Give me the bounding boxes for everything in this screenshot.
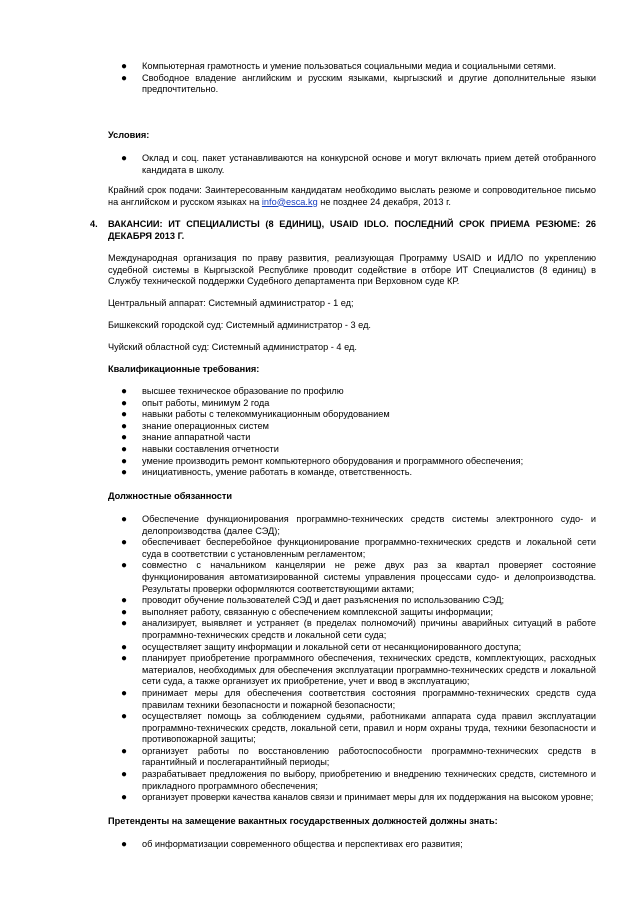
list-item bbox=[108, 73, 596, 96]
bullet-icon: ● bbox=[121, 397, 128, 409]
bullet-icon: ● bbox=[121, 61, 128, 72]
list-item bbox=[108, 653, 596, 688]
qualifications-list bbox=[108, 386, 596, 479]
list-item-text: Оклад и соц. пакет устанавливаются на конкурсной основе и могут включать прием детей отобранного кандидата в школу. bbox=[142, 153, 596, 175]
knowledge-heading: Претенденты на замещение вакантных государственных должностей должны знать: bbox=[108, 816, 498, 826]
list-item bbox=[108, 514, 596, 537]
qualifications-heading: Квалификационные требования: bbox=[108, 364, 260, 374]
list-item bbox=[108, 537, 596, 560]
section-title: ВАКАНСИИ: ИТ СПЕЦИАЛИСТЫ (8 ЕДИНИЦ), USAID IDLO. ПОСЛЕДНИЙ СРОК ПРИЕМА РЕЗЮМЕ: 26 ДЕКАБРЯ 2013 Г. bbox=[108, 219, 596, 241]
bullet-icon: ● bbox=[121, 641, 128, 653]
bullet-icon: ● bbox=[121, 409, 128, 421]
list-item-text: Обеспечение функционирования программно-технических средств системы электронного судо- и делопроизводства (далее СЭД); bbox=[142, 514, 596, 536]
list-item bbox=[108, 61, 596, 73]
bullet-icon: ● bbox=[121, 514, 128, 525]
list-item bbox=[108, 769, 596, 792]
bullet-icon: ● bbox=[121, 455, 128, 467]
deadline-date-text: не позднее 24 декабря, 2013 г. bbox=[317, 196, 451, 207]
list-item bbox=[108, 467, 596, 479]
list-item-text: Компьютерная грамотность и умение пользоваться социальными медиа и социальными сетями. bbox=[142, 61, 557, 71]
list-item-text: умение производить ремонт компьютерного оборудования и программного обеспечения; bbox=[142, 455, 524, 466]
email-link[interactable]: info@esca.kg bbox=[261, 196, 318, 207]
bullet-icon: ● bbox=[121, 792, 128, 804]
list-item-text: навыки работы с телекоммуникационным оборудованием bbox=[142, 409, 390, 420]
list-item-text: организует работы по восстановлению работоспособности программно-технических средств в гарантийный и послегарантийный периоды; bbox=[142, 745, 596, 768]
list-item bbox=[108, 607, 596, 619]
list-item bbox=[108, 444, 596, 456]
duties-heading: Должностные обязанности bbox=[108, 491, 233, 501]
conditions-list bbox=[108, 153, 596, 176]
bullet-icon: ● bbox=[121, 653, 128, 665]
list-item-text: проводит обучение пользователей СЭД и дает разъяснения по использованию СЭД; bbox=[142, 595, 505, 606]
bullet-icon: ● bbox=[121, 467, 128, 479]
bullet-icon: ● bbox=[121, 537, 128, 549]
duties-list bbox=[108, 514, 596, 804]
list-item bbox=[108, 688, 596, 711]
bullet-icon: ● bbox=[121, 606, 128, 618]
list-item-text: опыт работы, минимум 2 года bbox=[142, 397, 270, 408]
bullet-icon: ● bbox=[121, 839, 128, 850]
list-item-text: выполняет работу, связанную с обеспечением комплексной защиты информации; bbox=[142, 606, 494, 617]
bullet-icon: ● bbox=[121, 560, 128, 572]
list-item bbox=[108, 595, 596, 607]
list-item bbox=[108, 386, 596, 398]
list-item bbox=[108, 711, 596, 746]
knowledge-list bbox=[108, 839, 596, 851]
list-item-text: знание операционных систем bbox=[142, 420, 269, 431]
list-item-text: высшее техническое образование по профилю bbox=[142, 386, 344, 396]
bullet-icon: ● bbox=[121, 420, 128, 432]
list-item-text: совместно с начальником канцелярии не реже двух раз за квартал проверяет состояние функционирования автоматизированной системы управления процессами судо- и делопроизводства. Результаты проверки оформляются соответствующими актами; bbox=[142, 560, 596, 594]
list-item bbox=[108, 560, 596, 595]
bullet-icon: ● bbox=[121, 72, 128, 84]
section-intro: Международная организация по праву развития, реализующая Программу USAID и ИДЛО по укреплению судебной системы в Кыргызской Республике проводит содействие в отборе ИТ Специалистов (8 единиц) в Службу технической поддержки Судебного департамента при Верховном суде КР. bbox=[108, 253, 596, 287]
bullet-icon: ● bbox=[121, 711, 128, 723]
list-item bbox=[108, 642, 596, 654]
post-central: Центральный аппарат: Системный администратор - 1 ед; bbox=[108, 298, 354, 308]
bullet-icon: ● bbox=[121, 745, 128, 757]
bullet-icon: ● bbox=[121, 386, 128, 397]
bullet-icon: ● bbox=[121, 443, 128, 455]
list-item-text: разрабатывает предложения по выбору, приобретению и внедрению технических средств, системного и прикладного программного обеспечения; bbox=[142, 769, 596, 791]
list-item bbox=[108, 456, 596, 468]
deadline-paragraph bbox=[108, 185, 596, 208]
list-item-text: знание аппаратной части bbox=[142, 432, 251, 443]
bullet-icon: ● bbox=[121, 432, 128, 444]
deadline-text: Крайний срок подачи: Заинтересованным кандидатам необходимо выслать резюме и сопроводительное письмо на английском и русском языках на bbox=[108, 185, 596, 207]
list-item-text: обеспечивает бесперебойное функционирование программно-технических средств и локальной сети суда в соответствии с установленным регламентом; bbox=[142, 537, 596, 559]
bullet-icon: ● bbox=[121, 153, 128, 164]
list-item-text: анализирует, выявляет и устраняет (в пределах полномочий) причины аварийных ситуаций в работе программно-технических средств и локальной сети суда; bbox=[142, 618, 596, 640]
list-item-text: навыки составления отчетности bbox=[142, 443, 279, 454]
list-item-text: осуществляет защиту информации и локальной сети от несанкционированного доступа; bbox=[142, 641, 522, 652]
section-number: 4. bbox=[90, 219, 98, 229]
conditions-heading: Условия: bbox=[108, 130, 150, 140]
list-item-text: Свободное владение английским и русским языками, кыргызский и другие дополнительные языки предпочтительно. bbox=[142, 72, 596, 95]
bullet-icon: ● bbox=[121, 769, 128, 781]
list-item bbox=[108, 839, 596, 851]
list-item-text: об информатизации современного общества и перспективах его развития; bbox=[142, 839, 463, 849]
list-item-text: принимает меры для обеспечения соответствия состояния программно-технических средств суда правилам техники безопасности и пожарной безопасности; bbox=[142, 687, 596, 710]
list-item bbox=[108, 421, 596, 433]
list-item-text: осуществляет помощь за соблюдением судьями, работниками аппарата суда правил эксплуатации программно-технических средств, локальной сети, правил и норм охраны труда, техники безопасности и противопожарной защиты; bbox=[142, 711, 596, 745]
list-item bbox=[108, 792, 596, 804]
bullet-icon: ● bbox=[121, 687, 128, 699]
skills-list bbox=[108, 61, 596, 96]
post-chui: Чуйский областной суд: Системный администратор - 4 ед. bbox=[108, 342, 357, 352]
list-item bbox=[108, 398, 596, 410]
list-item-text: организует проверки качества каналов связи и принимает меры для их поддержания на высоком уровне; bbox=[142, 792, 594, 803]
list-item-text: инициативность, умение работать в команде, ответственность. bbox=[142, 467, 413, 478]
list-item bbox=[108, 746, 596, 769]
post-bishkek: Бишкекский городской суд: Системный администратор - 3 ед. bbox=[108, 320, 371, 330]
list-item-text: планирует приобретение программного обеспечения, технических средств, комплектующих, расходных материалов, необходимых для обеспечения эксплуатации программно-технических средств и локальной сети суда, а также организует их приобретение, учет и ввод в эксплуатацию; bbox=[142, 653, 596, 687]
list-item bbox=[108, 432, 596, 444]
bullet-icon: ● bbox=[121, 618, 128, 630]
list-item bbox=[108, 618, 596, 641]
bullet-icon: ● bbox=[121, 595, 128, 607]
list-item bbox=[108, 153, 596, 176]
list-item bbox=[108, 409, 596, 421]
